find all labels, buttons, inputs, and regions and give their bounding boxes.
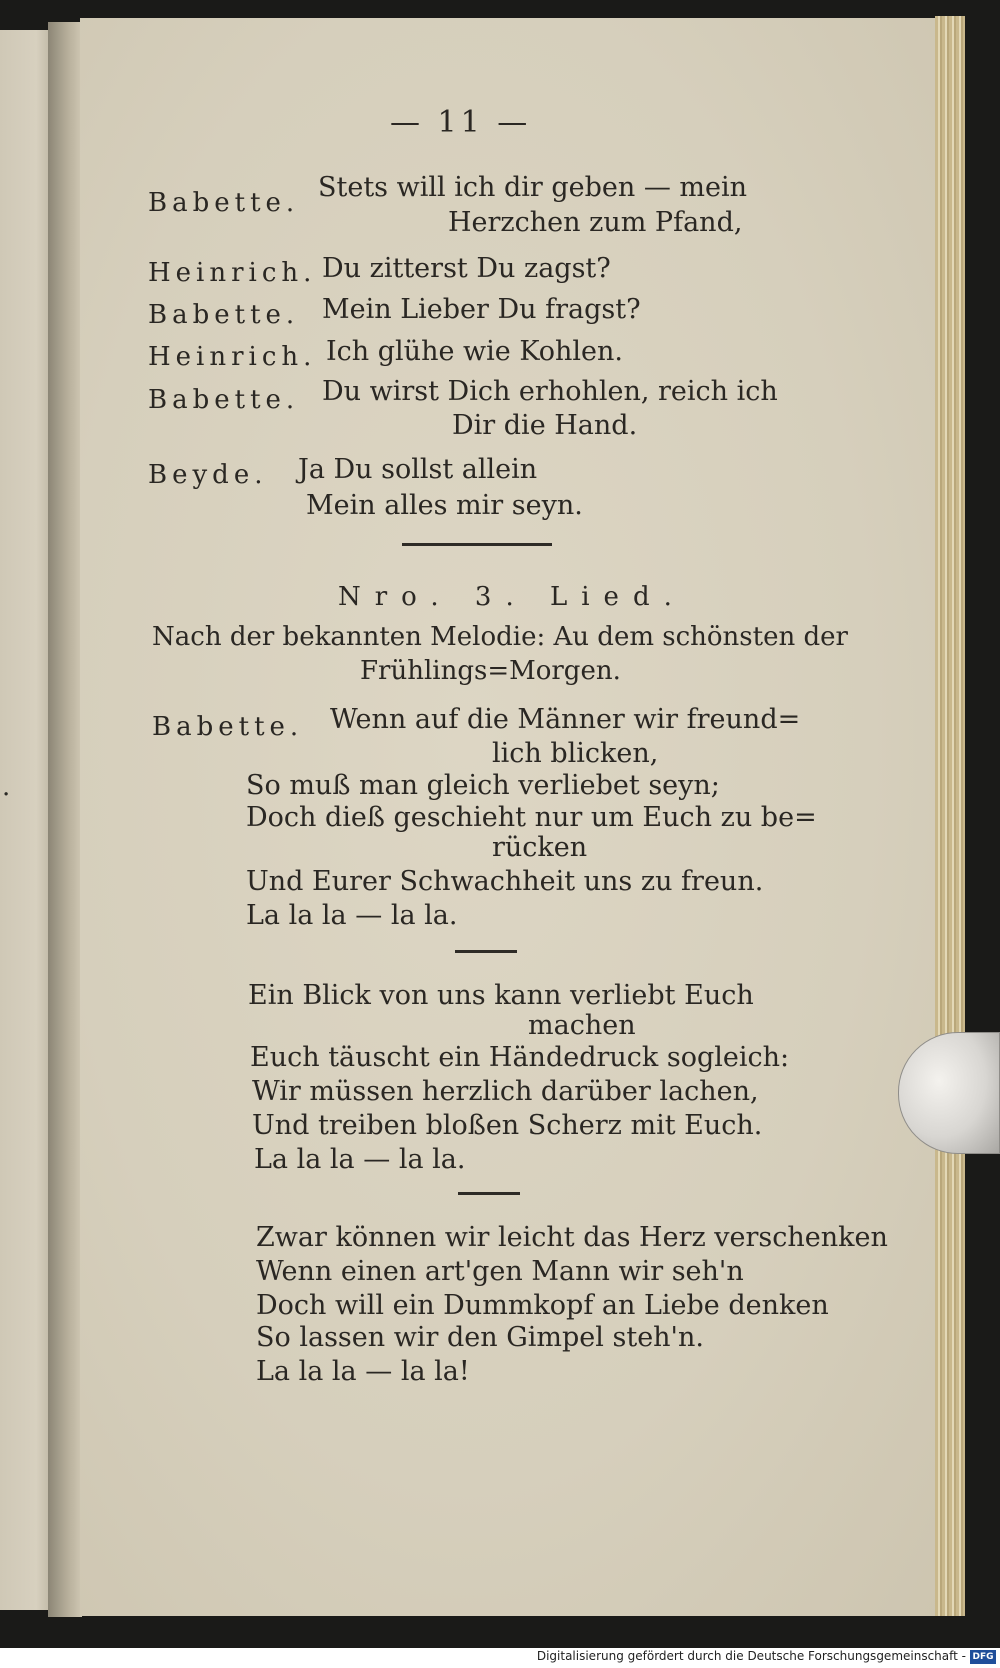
verse-line: rücken: [492, 832, 588, 863]
facing-page: [0, 30, 52, 1610]
verse-line: Euch täuscht ein Händedruck sogleich:: [250, 1042, 790, 1073]
dialogue-line: Mein Lieber Du fragst?: [322, 294, 641, 325]
verse-line: La la la — la la!: [256, 1356, 470, 1387]
verse-line: So muß man gleich verliebet seyn;: [246, 770, 720, 801]
verse-line: Zwar können wir leicht das Herz verschenken: [256, 1222, 888, 1253]
page-edges: [935, 16, 965, 1616]
dfg-logo: DFG: [970, 1650, 996, 1664]
facing-page-mark: ·: [2, 780, 11, 810]
stanza-divider: [455, 950, 517, 953]
dialogue-line: Herzchen zum Pfand,: [448, 207, 743, 238]
verse-line: Und Eurer Schwachheit uns zu freun.: [246, 866, 764, 897]
dialogue-line: Ich glühe wie Kohlen.: [326, 336, 623, 367]
verse-line: La la la — la la.: [254, 1144, 466, 1175]
verse-line: Und treiben bloßen Scherz mit Euch.: [252, 1110, 763, 1141]
dialogue-line: Du zitterst Du zagst?: [322, 253, 611, 284]
verse-line: Doch dieß geschieht nur um Euch zu be=: [246, 802, 817, 833]
page-number: — 11 —: [390, 105, 532, 140]
verse-line: La la la — la la.: [246, 900, 458, 931]
melody-note: Frühlings=Morgen.: [360, 656, 621, 686]
melody-note: Nach der bekannten Melodie: Au dem schönsten der: [152, 622, 848, 652]
speaker-label: Heinrich.: [148, 258, 317, 288]
dialogue-line: Du wirst Dich erhohlen, reich ich: [322, 376, 778, 407]
dialogue-line: Ja Du sollst allein: [298, 454, 538, 485]
verse-line: Doch will ein Dummkopf an Liebe denken: [256, 1290, 829, 1321]
verse-line: Wenn auf die Männer wir freund=: [330, 704, 801, 735]
speaker-label: Babette.: [148, 300, 300, 330]
dialogue-line: Stets will ich dir geben — mein: [318, 172, 748, 203]
speaker-label: Babette.: [148, 188, 300, 218]
verse-line: Wenn einen art'gen Mann wir seh'n: [256, 1256, 744, 1287]
speaker-label: Beyde.: [148, 460, 268, 490]
footer-credit: Digitalisierung gefördert durch die Deutsche Forschungsgemeinschaft -: [536, 1649, 966, 1663]
speaker-label: Babette.: [152, 712, 304, 742]
verse-line: Ein Blick von uns kann verliebt Euch: [248, 980, 754, 1011]
verse-line: machen: [528, 1010, 636, 1041]
speaker-label: Heinrich.: [148, 342, 317, 372]
dialogue-line: Dir die Hand.: [452, 410, 638, 441]
book-gutter: [48, 22, 82, 1617]
verse-line: Wir müssen herzlich darüber lachen,: [252, 1076, 759, 1107]
dialogue-line: Mein alles mir seyn.: [306, 490, 583, 521]
section-title: Nro. 3. Lied.: [338, 582, 686, 612]
speaker-label: Babette.: [148, 385, 300, 415]
verse-line: lich blicken,: [492, 738, 659, 769]
verse-line: So lassen wir den Gimpel steh'n.: [256, 1322, 704, 1353]
stanza-divider: [458, 1192, 520, 1195]
section-divider: [402, 543, 552, 546]
